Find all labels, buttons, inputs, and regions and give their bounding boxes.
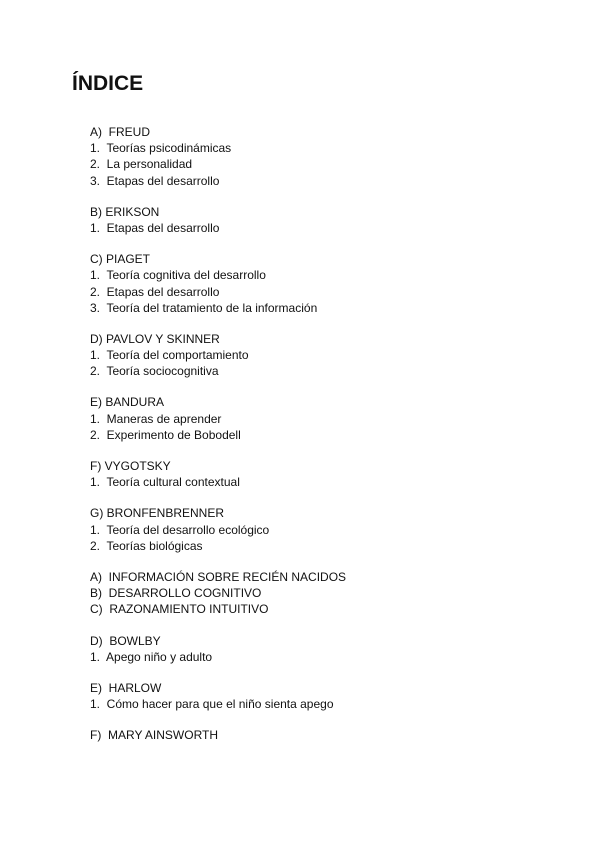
toc-entry: 3. Etapas del desarrollo <box>90 173 220 188</box>
toc-entry: 2. La personalidad <box>90 157 193 172</box>
toc-entry: 2. Teoría sociocognitiva <box>90 364 219 379</box>
toc-entry: 2. Etapas del desarrollo <box>90 284 220 299</box>
toc-section <box>90 633 570 665</box>
toc-entry: 3. Teoría del tratamiento de la información <box>90 300 318 315</box>
toc-section-heading: A) INFORMACIÓN SOBRE RECIÉN NACIDOS <box>90 569 347 584</box>
toc-entry: 1. Teoría cognitiva del desarrollo <box>90 268 266 283</box>
toc-section-heading: D) PAVLOV Y SKINNER <box>90 331 220 346</box>
toc-section-heading: D) BOWLBY <box>90 633 161 648</box>
table-of-contents <box>90 124 570 758</box>
toc-entry: 1. Apego niño y adulto <box>90 649 213 664</box>
toc-section <box>90 394 570 443</box>
toc-entry: 1. Maneras de aprender <box>90 411 222 426</box>
toc-section-heading: F) VYGOTSKY <box>90 459 171 473</box>
toc-entry: 1. Teoría del comportamiento <box>90 348 249 363</box>
toc-entry: 1. Teoría del desarrollo ecológico <box>90 522 270 537</box>
toc-section <box>90 505 570 554</box>
toc-section-heading: A) FREUD <box>90 125 150 139</box>
toc-entry: 1. Cómo hacer para que el niño sienta apego <box>90 697 334 712</box>
page-title: ÍNDICE <box>72 72 144 95</box>
toc-entry: 1. Teoría cultural contextual <box>90 475 240 490</box>
toc-section <box>90 569 570 618</box>
toc-section <box>90 331 570 380</box>
toc-section <box>90 251 570 316</box>
toc-entry: 1. Teorías psicodinámicas <box>90 141 232 156</box>
toc-section-heading: E) BANDURA <box>90 395 165 410</box>
toc-entry: 2. Experimento de Bobodell <box>90 427 241 442</box>
toc-section <box>90 124 570 189</box>
toc-entry: C) RAZONAMIENTO INTUITIVO <box>90 602 269 617</box>
toc-section-heading: B) ERIKSON <box>90 204 160 219</box>
toc-entry: B) DESARROLLO COGNITIVO <box>90 586 262 601</box>
toc-section-heading: C) PIAGET <box>90 252 151 267</box>
toc-section-heading: G) BRONFENBRENNER <box>90 506 225 521</box>
toc-section <box>90 458 570 490</box>
toc-section <box>90 680 570 712</box>
toc-entry: 2. Teorías biológicas <box>90 538 203 553</box>
toc-section-heading: E) HARLOW <box>90 680 162 695</box>
toc-section-heading: F) MARY AINSWORTH <box>90 728 219 743</box>
toc-section <box>90 204 570 236</box>
toc-entry: 1. Etapas del desarrollo <box>90 220 220 235</box>
toc-section <box>90 727 570 743</box>
